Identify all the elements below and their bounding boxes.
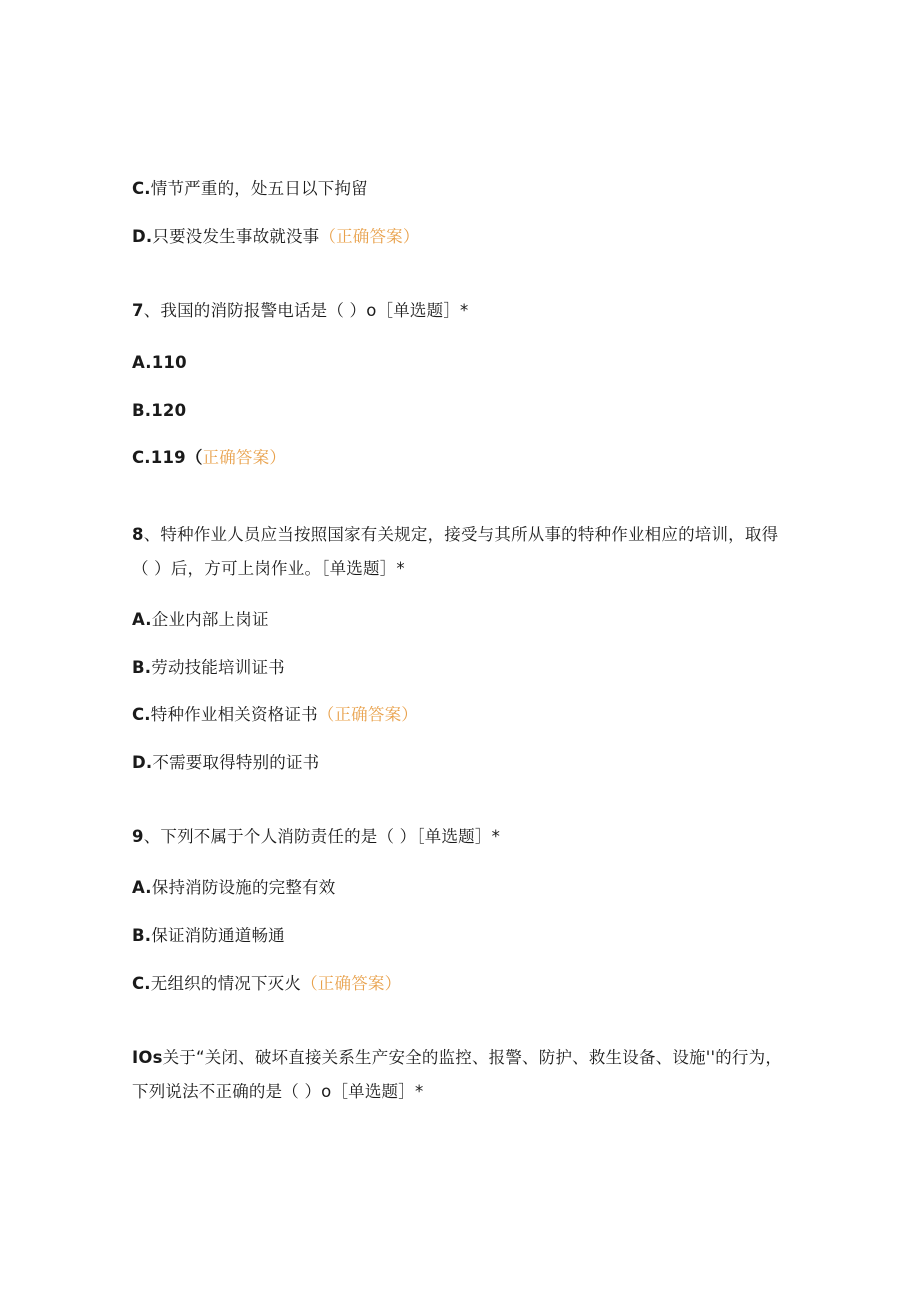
option-7a [132,352,187,374]
option-letter: C. [132,705,151,724]
question-number: 8 [132,525,144,544]
option-text: 只要没发生事故就没事 [152,227,320,246]
option-8d [132,752,319,774]
question-7 [132,300,468,322]
option-text: 情节严重的，处五日以下拘留 [150,179,368,198]
correct-answer-tag: 正确答案） [202,448,287,467]
question-number: 9 [132,827,144,846]
option-letter: D. [132,227,153,246]
option-letter: A. [132,353,152,372]
option-text: 不需要取得特别的证书 [152,753,320,772]
option-text: 劳动技能培训证书 [151,658,285,677]
option-text: 企业内部上岗证 [151,610,269,629]
option-8a [132,609,269,631]
option-text: 119（ [150,448,203,467]
option-letter: B. [132,658,152,677]
option-7b [132,400,186,422]
option-text: 特种作业相关资格证书 [150,705,318,724]
option-6c [132,178,368,200]
option-9c [132,973,401,995]
option-letter: B. [132,926,152,945]
question-9 [132,826,500,848]
option-text: 保证消防通道畅通 [151,926,285,945]
option-8b [132,657,285,679]
option-6d [132,226,420,248]
option-text: 110 [151,353,187,372]
option-letter: D. [132,753,153,772]
question-number: 7 [132,301,144,320]
correct-answer-tag: （正确答案） [317,705,418,724]
question-text: 、下列不属于个人消防责任的是（ ）［单选题］* [143,827,501,846]
question-text: 关于“关闭、破坏直接关系生产安全的监控、报警、防护、救生设备、设施''的行为，下列说法不正确的是（ ）o［单选题］* [132,1048,783,1101]
option-letter: A. [132,878,152,897]
option-7c [132,447,286,469]
option-letter: C. [132,974,151,993]
option-letter: B. [132,401,152,420]
correct-answer-tag: （正确答案） [301,974,402,993]
question-text: 、我国的消防报警电话是（ ）o［单选题］* [143,301,469,320]
option-9a [132,877,335,899]
option-text: 保持消防设施的完整有效 [151,878,336,897]
option-8c [132,704,418,726]
question-10 [132,1041,782,1109]
correct-answer-tag: （正确答案） [319,227,420,246]
option-text: 120 [151,401,187,420]
option-letter: A. [132,610,152,629]
option-letter: C. [132,179,151,198]
option-text: 无组织的情况下灭火 [150,974,302,993]
option-9b [132,925,285,947]
question-text: 、特种作业人员应当按照国家有关规定，接受与其所从事的特种作业相应的培训，取得（ ）后，方可上岗作业。［单选题］* [132,525,779,578]
option-letter: C. [132,448,151,467]
question-8 [132,518,782,586]
question-number: IOs [132,1048,163,1067]
